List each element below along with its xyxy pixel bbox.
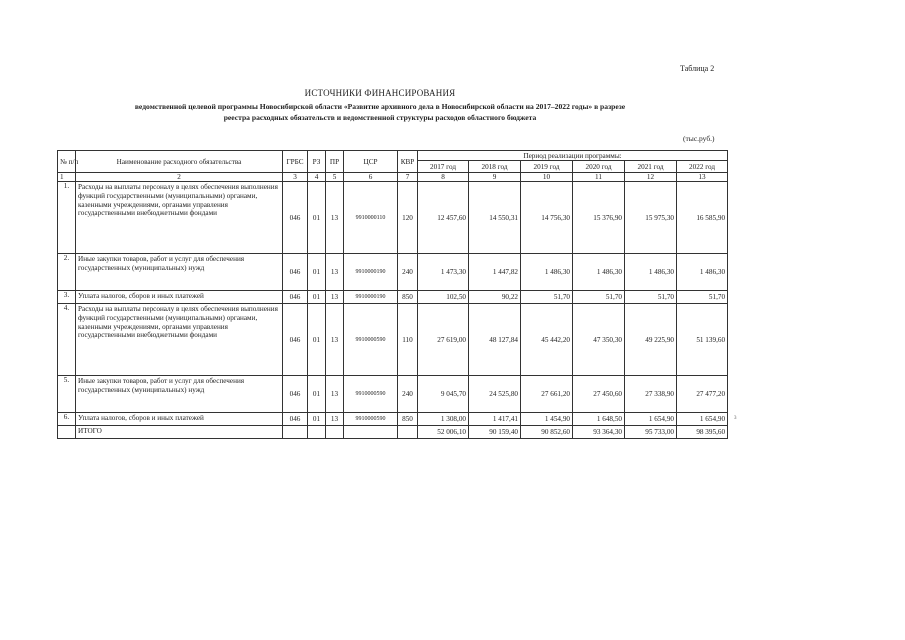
grbs-cell: 046	[283, 304, 308, 376]
header-year: 2021 год	[625, 161, 677, 173]
column-index-row	[58, 173, 728, 182]
header-year: 2022 год	[677, 161, 728, 173]
amount-cell: 90,22	[469, 291, 521, 304]
amount-cell: 51 139,60	[677, 304, 728, 376]
header-grbs: ГРБС	[283, 151, 308, 173]
total-amount-cell: 90 852,60	[521, 426, 573, 439]
pr-cell: 13	[326, 413, 344, 426]
amount-cell: 1 654,90	[677, 413, 728, 426]
table-row	[58, 413, 728, 426]
kvr-cell: 850	[398, 291, 418, 304]
document-subtitle	[70, 101, 690, 123]
grbs-cell: 046	[283, 254, 308, 291]
amount-cell: 27 619,00	[418, 304, 469, 376]
csr-cell: 9910000590	[344, 376, 398, 413]
csr-cell: 9910000190	[344, 254, 398, 291]
table-row	[58, 376, 728, 413]
rz-cell: 01	[308, 291, 326, 304]
csr-cell: 9910000590	[344, 304, 398, 376]
column-index: 3	[283, 173, 308, 182]
amount-cell: 1 486,30	[625, 254, 677, 291]
csr-cell: 9910000190	[344, 291, 398, 304]
total-empty-cell	[326, 426, 344, 439]
amount-cell: 102,50	[418, 291, 469, 304]
amount-cell: 27 450,60	[573, 376, 625, 413]
kvr-cell: 120	[398, 182, 418, 254]
amount-cell: 49 225,90	[625, 304, 677, 376]
amount-cell: 14 550,31	[469, 182, 521, 254]
grbs-cell: 046	[283, 182, 308, 254]
header-pr: ПР	[326, 151, 344, 173]
header-year: 2017 год	[418, 161, 469, 173]
amount-cell: 51,70	[573, 291, 625, 304]
csr-cell: 9910000110	[344, 182, 398, 254]
header-rz: РЗ	[308, 151, 326, 173]
amount-cell: 1 648,50	[573, 413, 625, 426]
column-index: 2	[76, 173, 283, 182]
amount-cell: 14 756,30	[521, 182, 573, 254]
amount-cell: 51,70	[625, 291, 677, 304]
kvr-cell: 110	[398, 304, 418, 376]
rz-cell: 01	[308, 182, 326, 254]
amount-cell: 1 486,30	[521, 254, 573, 291]
obligation-name: Уплата налогов, сборов и иных платежей	[76, 291, 283, 304]
amount-cell: 12 457,60	[418, 182, 469, 254]
header-year: 2019 год	[521, 161, 573, 173]
header-year: 2018 год	[469, 161, 521, 173]
table-row	[58, 254, 728, 291]
total-empty-cell	[58, 426, 76, 439]
column-index: 7	[398, 173, 418, 182]
amount-cell: 15 376,90	[573, 182, 625, 254]
column-index: 11	[573, 173, 625, 182]
amount-cell: 1 486,30	[677, 254, 728, 291]
amount-cell: 47 350,30	[573, 304, 625, 376]
rz-cell: 01	[308, 413, 326, 426]
row-number: 1.	[58, 182, 76, 254]
header-csr: ЦСР	[344, 151, 398, 173]
column-index: 12	[625, 173, 677, 182]
total-empty-cell	[308, 426, 326, 439]
pr-cell: 13	[326, 182, 344, 254]
kvr-cell: 240	[398, 376, 418, 413]
column-index: 1	[58, 173, 76, 182]
rz-cell: 01	[308, 376, 326, 413]
amount-cell: 1 473,30	[418, 254, 469, 291]
total-amount-cell: 98 395,60	[677, 426, 728, 439]
total-row	[58, 426, 728, 439]
table-row	[58, 304, 728, 376]
csr-cell: 9910000590	[344, 413, 398, 426]
table-row	[58, 291, 728, 304]
column-index: 6	[344, 173, 398, 182]
header-no: № п/п	[58, 151, 76, 173]
kvr-cell: 240	[398, 254, 418, 291]
obligation-name: Расходы на выплаты персоналу в целях обеспечения выполнения функций государственными (муниципальными) органами, казенными учреждениями, органами управления государственными внебюджетными фондами	[76, 304, 283, 376]
obligation-name: Расходы на выплаты персоналу в целях обеспечения выполнения функций государственными (муниципальными) органами, казенными учреждениями, органами управления государственными внебюджетными фондами	[76, 182, 283, 254]
grbs-cell: 046	[283, 413, 308, 426]
header-year: 2020 год	[573, 161, 625, 173]
row-number: 4.	[58, 304, 76, 376]
row-number: 3.	[58, 291, 76, 304]
grbs-cell: 046	[283, 291, 308, 304]
total-amount-cell: 90 159,40	[469, 426, 521, 439]
header-kvr: КВР	[398, 151, 418, 173]
pr-cell: 13	[326, 254, 344, 291]
subtitle-line-1: ведомственной целевой программы Новосибирской области «Развитие архивного дела в Новосибирской области на 2017–2022 годы» в разрезе	[134, 102, 626, 111]
total-amount-cell: 93 364,30	[573, 426, 625, 439]
column-index: 9	[469, 173, 521, 182]
column-index: 13	[677, 173, 728, 182]
row-number: 5.	[58, 376, 76, 413]
obligation-name: Иные закупки товаров, работ и услуг для обеспечения государственных (муниципальных) нужд	[76, 376, 283, 413]
column-index: 8	[418, 173, 469, 182]
header-name: Наименование расходного обязательства	[76, 151, 283, 173]
subtitle-line-2: реестра расходных обязательств и ведомственной структуры расходов областного бюджета	[223, 113, 537, 122]
header-period: Период реализации программы:	[418, 151, 728, 161]
amount-cell: 1 486,30	[573, 254, 625, 291]
column-index: 4	[308, 173, 326, 182]
amount-cell: 1 654,90	[625, 413, 677, 426]
pr-cell: 13	[326, 304, 344, 376]
grbs-cell: 046	[283, 376, 308, 413]
amount-cell: 51,70	[677, 291, 728, 304]
total-empty-cell	[283, 426, 308, 439]
page-number: 3	[734, 416, 737, 421]
kvr-cell: 850	[398, 413, 418, 426]
rz-cell: 01	[308, 254, 326, 291]
amount-cell: 9 045,70	[418, 376, 469, 413]
amount-cell: 51,70	[521, 291, 573, 304]
amount-cell: 1 447,82	[469, 254, 521, 291]
total-label: ИТОГО	[76, 426, 283, 439]
rz-cell: 01	[308, 304, 326, 376]
table-number-label: Таблица 2	[680, 64, 715, 73]
units-label: (тыс.руб.)	[683, 134, 715, 143]
amount-cell: 15 975,30	[625, 182, 677, 254]
total-amount-cell: 52 006,10	[418, 426, 469, 439]
pr-cell: 13	[326, 291, 344, 304]
pr-cell: 13	[326, 376, 344, 413]
amount-cell: 27 338,90	[625, 376, 677, 413]
amount-cell: 48 127,84	[469, 304, 521, 376]
amount-cell: 1 417,41	[469, 413, 521, 426]
row-number: 6.	[58, 413, 76, 426]
row-number: 2.	[58, 254, 76, 291]
document-title: ИСТОЧНИКИ ФИНАНСИРОВАНИЯ	[304, 88, 456, 98]
total-empty-cell	[398, 426, 418, 439]
amount-cell: 24 525,80	[469, 376, 521, 413]
obligation-name: Иные закупки товаров, работ и услуг для обеспечения государственных (муниципальных) нужд	[76, 254, 283, 291]
header-row-1	[58, 151, 728, 161]
amount-cell: 45 442,20	[521, 304, 573, 376]
amount-cell: 27 477,20	[677, 376, 728, 413]
total-amount-cell: 95 733,00	[625, 426, 677, 439]
amount-cell: 1 454,90	[521, 413, 573, 426]
amount-cell: 1 308,00	[418, 413, 469, 426]
amount-cell: 27 661,20	[521, 376, 573, 413]
column-index: 10	[521, 173, 573, 182]
total-empty-cell	[344, 426, 398, 439]
financing-table	[57, 150, 728, 439]
table-row	[58, 182, 728, 254]
column-index: 5	[326, 173, 344, 182]
amount-cell: 16 585,90	[677, 182, 728, 254]
obligation-name: Уплата налогов, сборов и иных платежей	[76, 413, 283, 426]
